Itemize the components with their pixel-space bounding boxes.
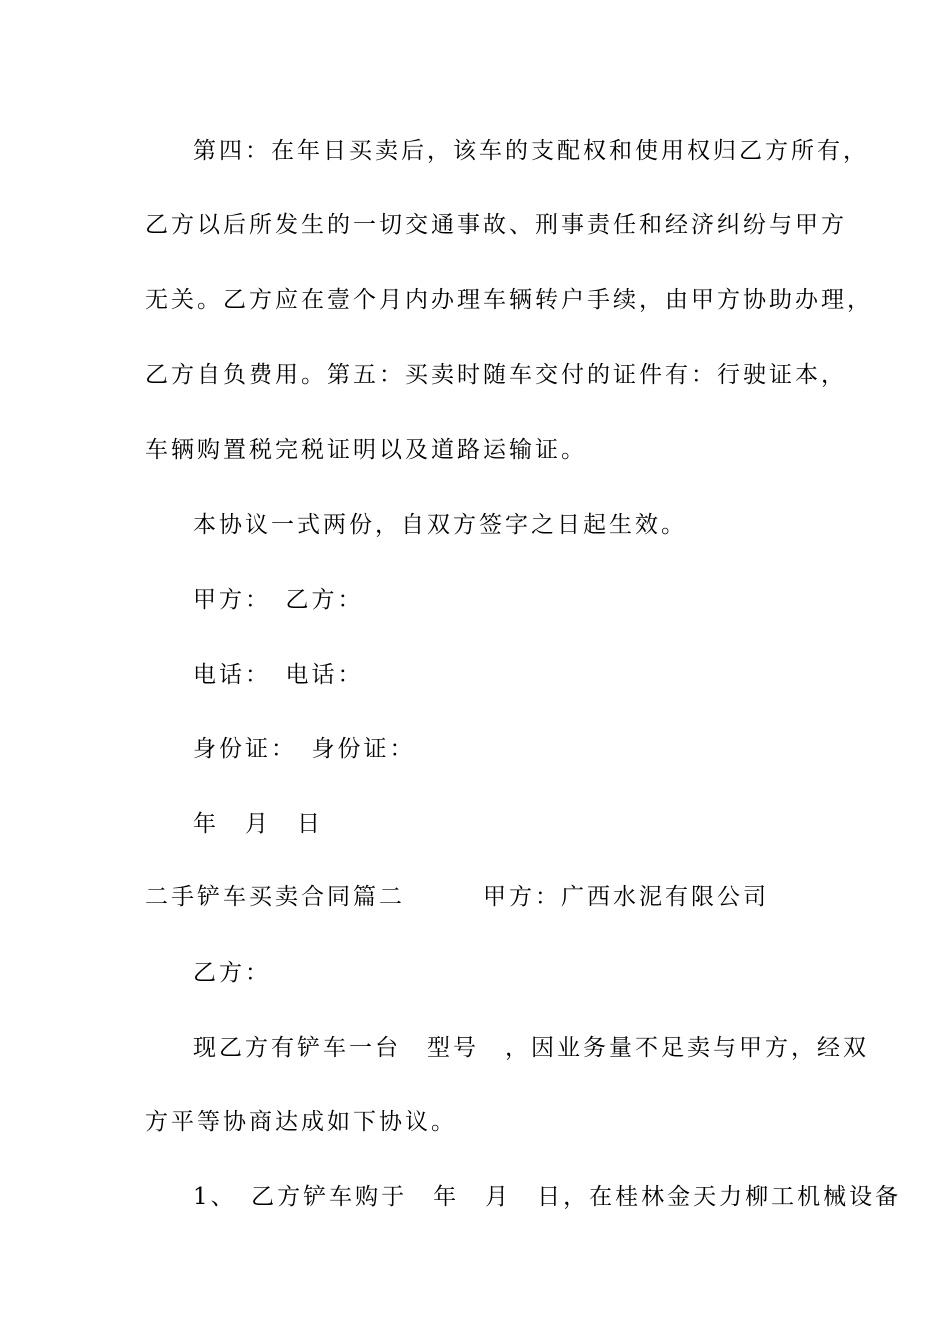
paragraph-article-five-line-2: 车辆购置税完税证明以及道路运输证。 [145,437,587,463]
contract-two-clause-1: 1、 乙方铲车购于 年 月 日，在桂林金天力柳工机械设备 [193,1184,902,1210]
contract-two-heading: 二手铲车买卖合同篇二 甲方：广西水泥有限公司 [145,884,769,910]
contract-two-intro-line-1: 现乙方有铲车一台 型号 ，因业务量不足卖与甲方，经双 [193,1035,869,1061]
agreement-effective-clause: 本协议一式两份，自双方签字之日起生效。 [193,512,687,538]
contract-two-party-b: 乙方： [193,960,271,986]
contract-two-intro-line-2: 方平等协商达成如下协议。 [145,1109,457,1135]
signature-phone-line: 电话： 电话： [193,662,364,688]
paragraph-article-four-line-1: 第四：在年日买卖后，该车的支配权和使用权归乙方所有， [193,138,869,164]
paragraph-article-five-line-1: 乙方自负费用。第五：买卖时随车交付的证件有：行驶证本， [145,362,847,388]
signature-party-line: 甲方： 乙方： [193,587,364,613]
paragraph-article-four-line-2: 乙方以后所发生的一切交通事故、刑事责任和经济纠纷与甲方 [145,212,847,238]
signature-id-line: 身份证： 身份证： [193,736,416,762]
signature-date-line: 年 月 日 [193,811,323,837]
paragraph-article-four-line-3: 无关。乙方应在壹个月内办理车辆转户手续，由甲方协助办理， [145,287,873,313]
